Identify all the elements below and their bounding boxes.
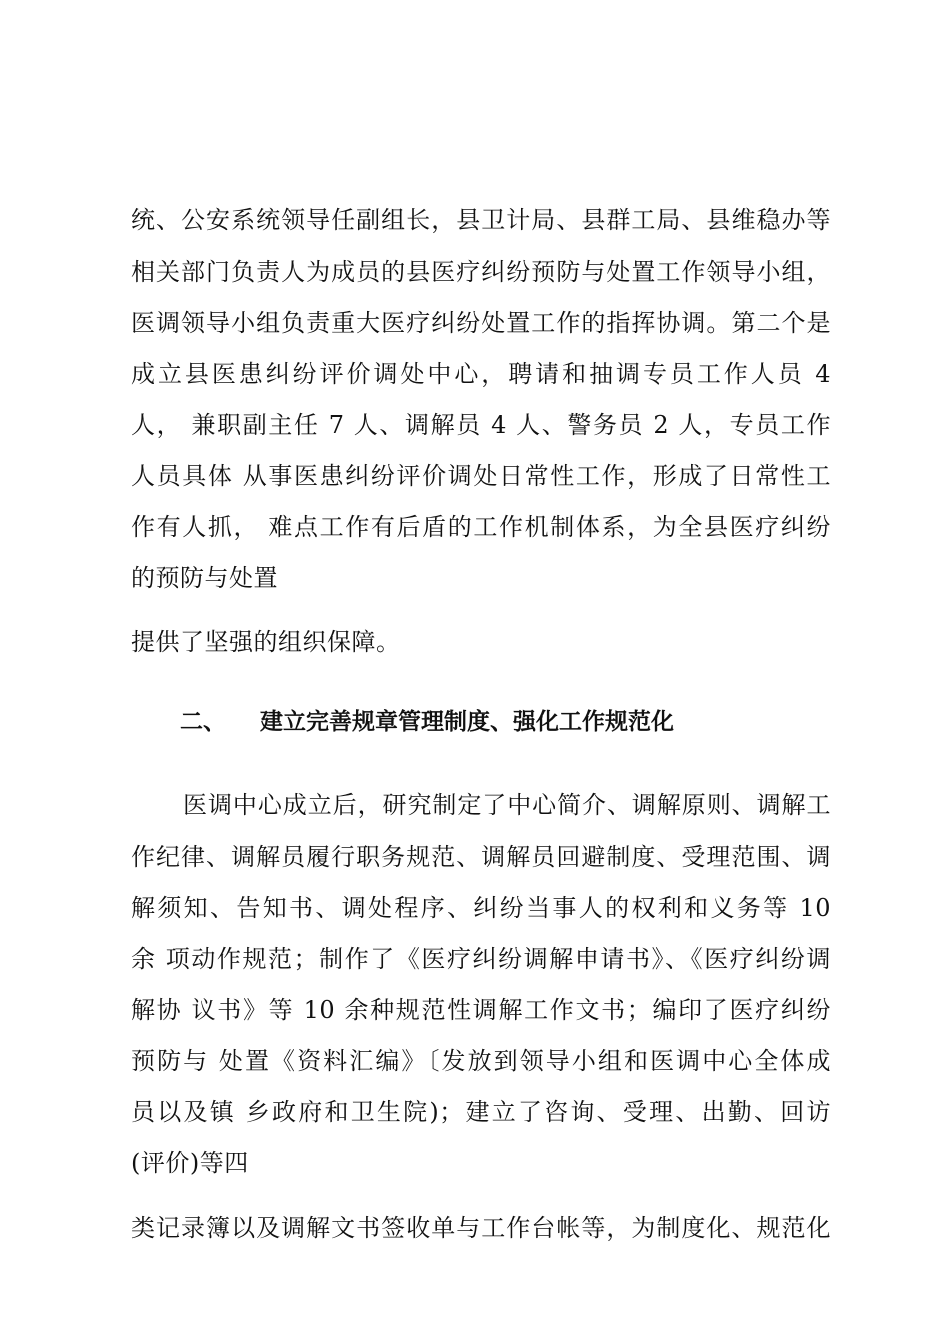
paragraph-1-line-8: 的预防与处置: [131, 564, 278, 592]
paragraph-2-line-5: 解协 议书》等 10 余种规范性调解工作文书；编印了医疗纠纷: [131, 996, 831, 1024]
paragraph-1-line-3: 医调领导小组负责重大医疗纠纷处置工作的指挥协调。第二个是: [131, 309, 831, 337]
section-number: 二、: [180, 709, 226, 735]
paragraph-2-line-2: 作纪律、调解员履行职务规范、调解员回避制度、受理范围、调: [131, 843, 831, 871]
paragraph-1-line-6: 人员具体 从事医患纠纷评价调处日常性工作，形成了日常性工: [131, 462, 831, 490]
paragraph-1-line-7: 作有人抓， 难点工作有后盾的工作机制体系，为全县医疗纠纷: [131, 513, 831, 541]
paragraph-2-line-8: (评价)等四: [131, 1149, 249, 1177]
paragraph-2-line-7: 员以及镇 乡政府和卫生院)；建立了咨询、受理、出勤、回访: [131, 1098, 831, 1126]
paragraph-2-line-1: 医调中心成立后，研究制定了中心简介、调解原则、调解工: [183, 791, 831, 819]
section-title: 建立完善规章管理制度、强化工作规范化: [260, 709, 674, 735]
paragraph-1-line-4: 成立县医患纠纷评价调处中心，聘请和抽调专员工作人员 4: [131, 360, 831, 388]
paragraph-2-line-4: 余 项动作规范；制作了《医疗纠纷调解申请书》、《医疗纠纷调: [131, 945, 831, 973]
paragraph-2-tail: 类记录簿以及调解文书签收单与工作台帐等，为制度化、规范化: [131, 1214, 831, 1242]
paragraph-1-tail: 提供了坚强的组织保障。: [131, 628, 401, 656]
section-heading: [180, 705, 674, 739]
paragraph-2-line-6: 预防与 处置《资料汇编》〔发放到领导小组和医调中心全体成: [131, 1047, 831, 1075]
paragraph-1-line-5: 人， 兼职副主任 7 人、调解员 4 人、警务员 2 人，专员工作: [131, 411, 831, 439]
paragraph-2-line-3: 解须知、告知书、调处程序、纠纷当事人的权利和义务等 10: [131, 894, 831, 922]
paragraph-1-line-2: 相关部门负责人为成员的县医疗纠纷预防与处置工作领导小组，: [131, 258, 831, 286]
paragraph-1-line-1: 统、公安系统领导任副组长，县卫计局、县群工局、县维稳办等: [131, 206, 831, 234]
